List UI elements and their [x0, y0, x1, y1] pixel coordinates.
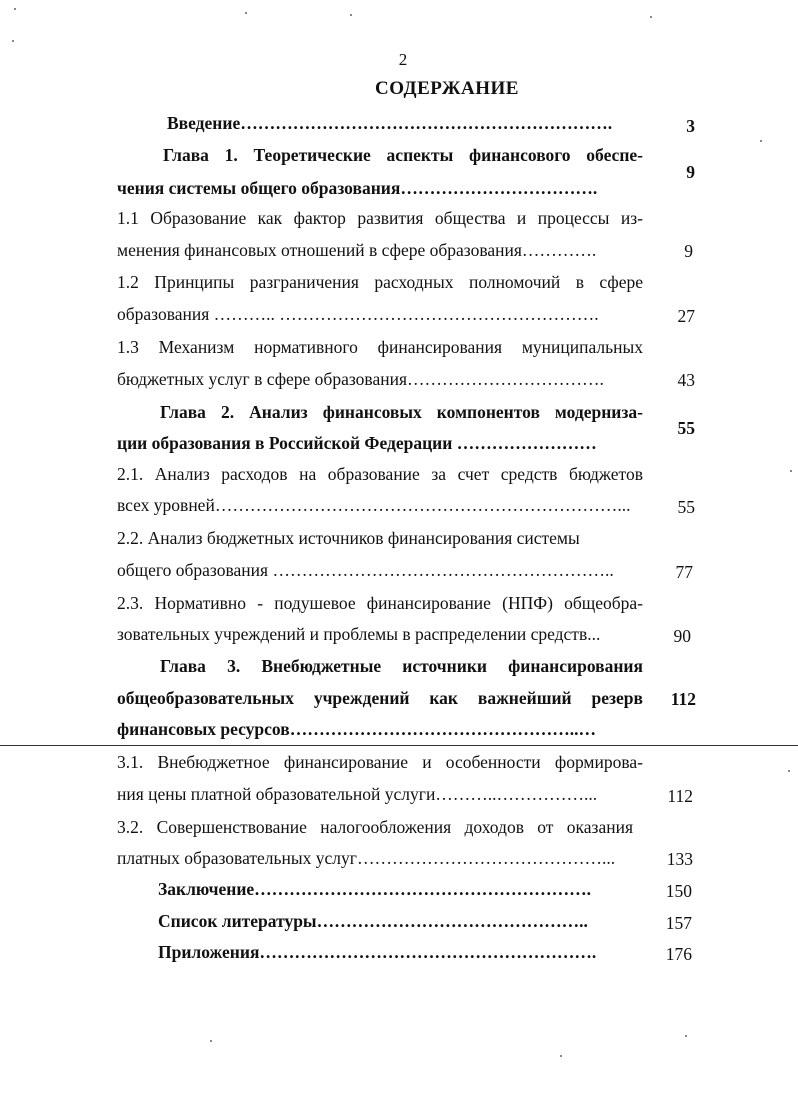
toc-page-3-1: 112 — [667, 786, 693, 806]
toc-entry-chapter-3-line-1: Глава 3. Внебюджетные источники финансирования — [160, 656, 643, 676]
toc-page-appendices: 176 — [665, 944, 692, 964]
scan-speck — [685, 1035, 687, 1037]
toc-page-3-2: 133 — [666, 849, 693, 869]
scan-speck — [12, 40, 14, 42]
toc-page-bibliography: 157 — [665, 913, 692, 933]
scan-speck — [788, 770, 790, 772]
toc-page-2-2: 77 — [675, 562, 693, 582]
toc-page-chapter-1: 9 — [686, 162, 695, 182]
page-number: 2 — [398, 50, 408, 69]
toc-entry-3-1-line-1: 3.1. Внебюджетное финансирование и особенности формирова- — [117, 752, 643, 772]
scan-speck — [245, 12, 247, 14]
toc-entry-2-1-line-1: 2.1. Анализ расходов на образование за счет средств бюджетов — [117, 464, 643, 484]
toc-entry-conclusion: Заключение…………………………………………………. — [158, 879, 592, 899]
toc-page-chapter-2: 55 — [677, 418, 695, 438]
toc-entry-1-3-line-2: бюджетных услуг в сфере образования……………………………. — [117, 369, 604, 389]
toc-page-1-3: 43 — [677, 370, 695, 390]
toc-entry-3-1-line-2: ния цены платной образовательной услуги………..……………... — [117, 784, 598, 804]
toc-entry-2-3-line-2: зовательных учреждений и проблемы в распределении средств... — [117, 624, 601, 644]
toc-entry-1-1-line-1: 1.1 Образование как фактор развития общества и процессы из- — [117, 208, 643, 228]
toc-entry-chapter-3-line-2: общеобразовательных учреждений как важнейший резерв — [117, 688, 643, 708]
toc-entry-1-2-line-2: образования ……….. ………………………………………………. — [117, 304, 599, 324]
toc-entry-chapter-3-line-3: финансовых ресурсов…………………………………………..… — [117, 719, 596, 739]
toc-entry-2-1-line-2: всех уровней……………………………………………………………... — [117, 495, 631, 515]
scan-speck — [760, 140, 762, 142]
toc-entry-1-1-line-2: менения финансовых отношений в сфере образования…………. — [117, 240, 597, 260]
toc-page-chapter-3: 112 — [670, 689, 696, 709]
toc-page-1-2: 27 — [677, 306, 695, 326]
toc-entry-3-2-line-1: 3.2. Совершенствование налогообложения доходов от оказания — [117, 817, 633, 837]
toc-entry-2-3-line-1: 2.3. Нормативно - подушевое финансирование (НПФ) общеобра- — [117, 593, 643, 613]
scan-speck — [560, 1055, 562, 1057]
toc-entry-appendices: Приложения…………………………………………………. — [158, 942, 597, 962]
scan-speck — [210, 1040, 212, 1042]
scan-speck — [14, 8, 16, 10]
toc-entry-1-3-line-1: 1.3 Механизм нормативного финансирования муниципальных — [117, 337, 643, 357]
toc-page-1-1: 9 — [684, 241, 693, 261]
page-title: СОДЕРЖАНИЕ — [375, 78, 519, 99]
toc-entry-2-2-line-2: общего образования ………………………………………………….. — [117, 560, 614, 580]
toc-entry-3-2-line-2: платных образовательных услуг……………………………………... — [117, 848, 616, 868]
toc-page-introduction: 3 — [686, 116, 695, 136]
scan-divider-line — [0, 745, 798, 746]
toc-entry-2-2-line-1: 2.2. Анализ бюджетных источников финансирования системы — [117, 528, 580, 548]
scan-speck — [790, 470, 792, 472]
toc-entry-introduction: Введение………………………………………………………. — [167, 113, 613, 133]
toc-page-conclusion: 150 — [665, 881, 692, 901]
toc-page-2-1: 55 — [677, 497, 695, 517]
toc-entry-chapter-2-line-2: ции образования в Российской Федерации …………………… — [117, 433, 597, 453]
toc-entry-chapter-2-line-1: Глава 2. Анализ финансовых компонентов модерниза- — [160, 402, 643, 422]
toc-entry-chapter-1-line-2: чения системы общего образования……………………………. — [117, 178, 598, 198]
scan-speck — [650, 16, 652, 18]
toc-entry-bibliography: Список литературы……………………………………….. — [158, 911, 588, 931]
toc-entry-1-2-line-1: 1.2 Принципы разграничения расходных полномочий в сфере — [117, 272, 643, 292]
toc-entry-chapter-1-line-1: Глава 1. Теоретические аспекты финансового обеспе- — [163, 145, 643, 165]
toc-page-2-3: 90 — [673, 626, 691, 646]
scan-speck — [350, 14, 352, 16]
